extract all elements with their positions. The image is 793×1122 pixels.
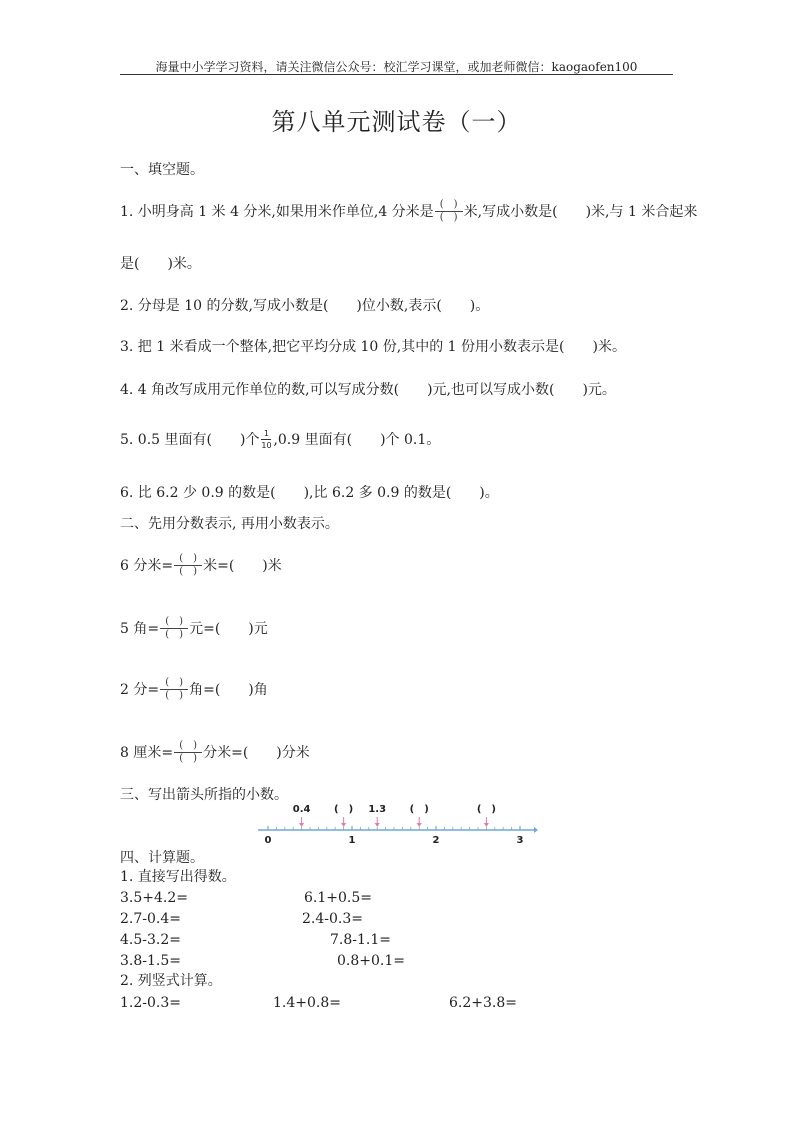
conversion-row (120, 742, 310, 764)
arrow-label: ( ) (476, 804, 496, 815)
question-1-line-2: 是( )米。 (120, 256, 201, 272)
one-tenth-fraction (259, 429, 273, 451)
conversion-row (120, 679, 268, 701)
sub-question-2: 2. 列竖式计算。 (120, 973, 222, 989)
conversion-post: 角=( )角 (189, 682, 268, 698)
vertical-calc-item: 1.4+0.8= (273, 995, 341, 1011)
question-4: 4. 4 角改写成用元作单位的数,可以写成分数( )元,也可以写成小数( )元。 (120, 382, 616, 398)
conversion-row (120, 618, 268, 640)
section-3-heading: 三、写出箭头所指的小数。 (120, 787, 288, 803)
blank-fraction[interactable] (159, 618, 189, 640)
calc-item: 6.1+0.5= (304, 890, 372, 906)
section-1-heading: 一、填空题。 (120, 162, 204, 178)
blank-denominator: ( ) (165, 690, 183, 701)
pointer-arrowhead (299, 823, 304, 827)
blank-numerator: ( ) (439, 199, 458, 210)
page-header: 海量中小学学习资料，请关注微信公众号：校汇学习课堂，或加老师微信：kaogaofen100 (155, 60, 638, 74)
axis-tick-label: 0 (264, 835, 272, 846)
header-divider (120, 74, 673, 75)
blank-fraction[interactable] (434, 201, 464, 223)
blank-numerator: ( ) (165, 677, 183, 688)
blank-denominator: ( ) (439, 212, 458, 223)
calc-item: 4.5-3.2= (120, 932, 181, 948)
pointer-arrowhead (417, 823, 422, 827)
conversion-pre: 8 厘米= (120, 745, 174, 761)
calc-item: 3.5+4.2= (120, 890, 188, 906)
blank-denominator: ( ) (165, 629, 183, 640)
question-5-text-a: 5. 0.5 里面有( )个 (120, 432, 260, 448)
arrow-label: ( ) (334, 804, 354, 815)
conversion-pre: 2 分= (120, 682, 160, 698)
question-1-text-a: 1. 小明身高 1 米 4 分米,如果用米作单位,4 分米是 (120, 204, 434, 220)
blank-denominator: ( ) (179, 566, 197, 577)
sub-question-1: 1. 直接写出得数。 (120, 869, 236, 885)
arrows (299, 817, 489, 827)
question-3: 3. 把 1 米看成一个整体,把它平均分成 10 份,其中的 1 份用小数表示是( )米。 (120, 339, 626, 355)
top-labels (293, 804, 496, 815)
section-2-heading: 二、先用分数表示, 再用小数表示。 (120, 516, 339, 532)
question-6: 6. 比 6.2 少 0.9 的数是( ),比 6.2 多 0.9 的数是( )。 (120, 485, 499, 501)
arrow-label: ( ) (409, 804, 429, 815)
axis-labels (265, 835, 524, 846)
axis-arrowhead (534, 827, 538, 833)
conversion-post: 元=( )元 (189, 621, 268, 637)
pointer-arrowhead (484, 823, 489, 827)
calc-item: 2.4-0.3= (302, 911, 363, 927)
number-line (258, 798, 538, 848)
pointer-arrowhead (341, 823, 346, 827)
axis-tick-label: 2 (432, 835, 440, 846)
calc-item: 7.8-1.1= (330, 932, 391, 948)
vertical-calc-item: 6.2+3.8= (449, 995, 517, 1011)
axis-tick-label: 1 (348, 835, 356, 846)
blank-fraction[interactable] (173, 742, 203, 764)
question-1-text-b: 米,写成小数是( )米,与 1 米合起来 (463, 204, 698, 220)
question-5 (120, 429, 440, 451)
question-5-text-b: ,0.9 里面有( )个 0.1。 (273, 432, 441, 448)
conversion-row (120, 555, 282, 577)
blank-fraction[interactable] (159, 679, 189, 701)
calc-item: 2.7-0.4= (120, 911, 181, 927)
question-2: 2. 分母是 10 的分数,写成小数是( )位小数,表示( )。 (120, 298, 490, 314)
one-tenth-denominator: 10 (261, 441, 272, 450)
calc-item: 3.8-1.5= (120, 953, 181, 969)
blank-denominator: ( ) (179, 753, 197, 764)
blank-fraction[interactable] (173, 555, 203, 577)
vertical-calc-item: 1.2-0.3= (120, 995, 181, 1011)
arrow-label: 1.3 (368, 804, 387, 815)
blank-numerator: ( ) (179, 740, 197, 751)
one-tenth-numerator: 1 (263, 429, 269, 438)
conversion-post: 米=( )米 (203, 558, 282, 574)
pointer-arrowhead (375, 823, 380, 827)
blank-numerator: ( ) (165, 616, 183, 627)
conversion-post: 分米=( )分米 (203, 745, 310, 761)
blank-numerator: ( ) (179, 553, 197, 564)
fraction-bar (261, 439, 271, 440)
conversion-pre: 6 分米= (120, 558, 174, 574)
conversion-pre: 5 角= (120, 621, 160, 637)
arrow-label: 0.4 (292, 804, 311, 815)
page-title: 第八单元测试卷（一） (271, 108, 522, 136)
calc-item: 0.8+0.1= (337, 953, 405, 969)
axis-tick-label: 3 (516, 835, 524, 846)
section-4-heading: 四、计算题。 (120, 850, 204, 866)
question-1-line-1 (120, 201, 697, 223)
